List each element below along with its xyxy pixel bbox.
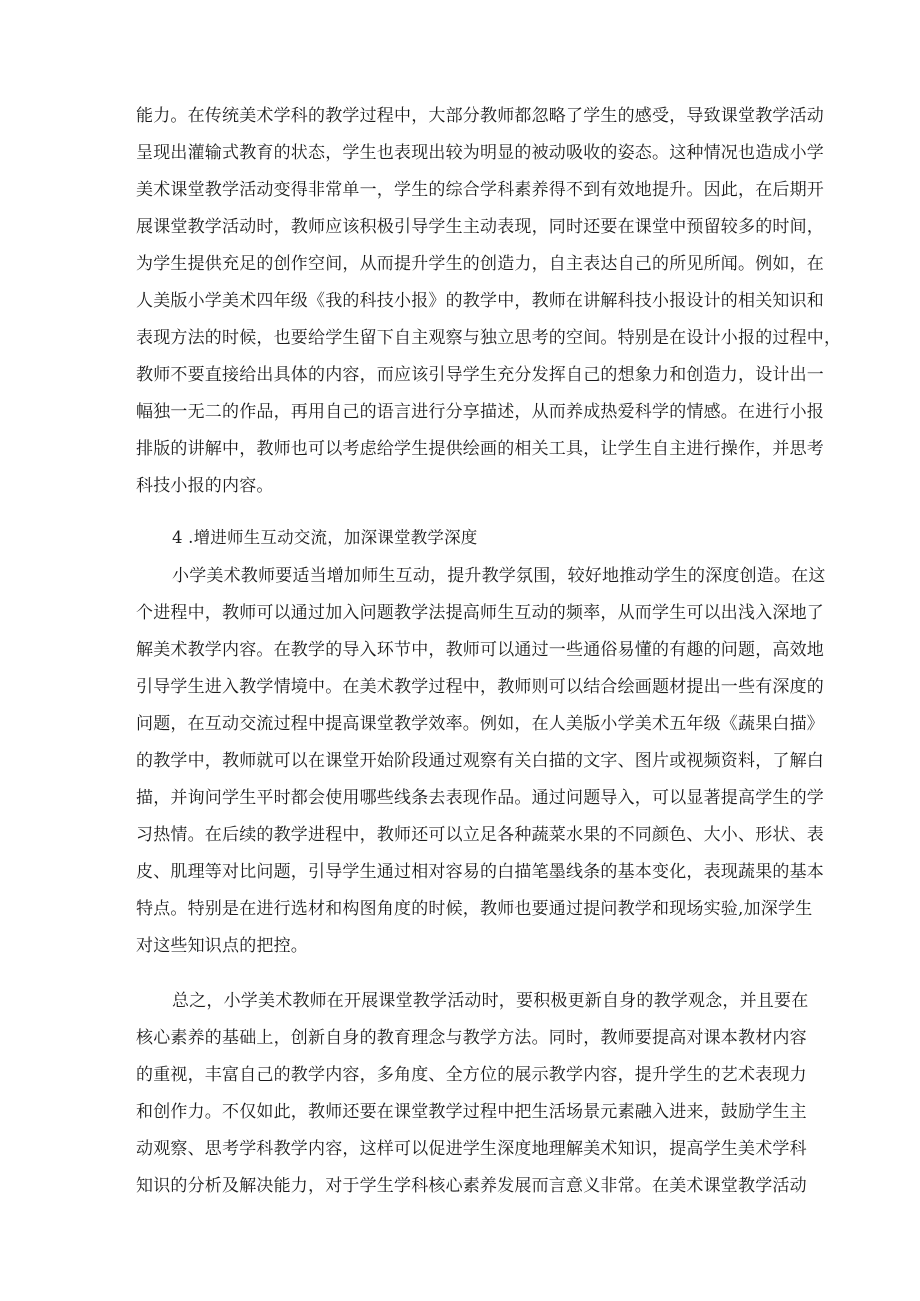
text-line: 问题，在互动交流过程中提高课堂教学效率。例如，在人美版小学美术五年级《蔬果白描》 [136,714,824,734]
text-line: 对这些知识点的把控。 [136,936,308,956]
text-line: 特点。特别是在进行选材和构图角度的时候，教师也要通过提问教学和现场实验,加深学生 [136,899,813,919]
text-line: 能力。在传统美术学科的教学过程中，大部分教师都忽略了学生的感受，导致课堂教学活动 [136,106,824,126]
text-line: 和创作力。不仅如此，教师还要在课堂教学过程中把生活场景元素融入进来，鼓励学生主 [136,1102,807,1122]
text-line: 为学生提供充足的创作空间，从而提升学生的创造力，自主表达自己的所见所闻。例如，在 [136,254,824,274]
text-line: 教师不要直接给出具体的内容，而应该引导学生充分发挥自己的想象力和创造力，设计出一 [136,365,824,385]
text-line: 皮、肌理等对比问题，引导学生通过相对容易的白描笔墨线条的基本变化，表现蔬果的基本 [136,862,824,882]
section-heading: 4 .增进师生互动交流，加深课堂教学深度 [172,528,478,547]
text-line: 幅独一无二的作品，再用自己的语言进行分享描述，从而养成热爱科学的情感。在进行小报 [136,402,824,422]
text-line: 解美术教学内容。在教学的导入环节中，教师可以通过一些通俗易懂的有趣的问题，高效地 [136,640,824,660]
text-line: 小学美术教师要适当增加师生互动，提升教学氛围，较好地推动学生的深度创造。在这 [172,566,826,586]
text-line: 习热情。在后续的教学进程中，教师还可以立足各种蔬菜水果的不同颜色、大小、形状、表 [136,825,824,845]
text-line: 的重视，丰富自己的教学内容，多角度、全方位的展示教学内容，提升学生的艺术表现力 [136,1065,807,1085]
text-line: 动观察、思考学科教学内容，这样可以促进学生深度地理解美术知识，提高学生美术学科 [136,1139,807,1159]
text-line: 总之，小学美术教师在开展课堂教学活动时，要积极更新自身的教学观念，并且要在 [172,991,809,1011]
text-line: 知识的分析及解决能力，对于学生学科核心素养发展而言意义非常。在美术课堂教学活动 [136,1176,807,1196]
text-line: 展课堂教学活动时，教师应该积极引导学生主动表现，同时还要在课堂中预留较多的时间， [136,217,824,237]
text-line: 科技小报的内容。 [136,476,274,496]
text-line: 呈现出灌输式教育的状态，学生也表现出较为明显的被动吸收的姿态。这种情况也造成小学 [136,143,824,163]
text-line: 描，并询问学生平时都会使用哪些线条去表现作品。通过问题导入，可以显著提高学生的学 [136,788,824,808]
text-line: 引导学生进入教学情境中。在美术教学过程中，教师则可以结合绘画题材提出一些有深度的 [136,677,824,697]
text-line: 个进程中，教师可以通过加入问题教学法提高师生互动的频率，从而学生可以出浅入深地了 [136,603,824,623]
text-line: 核心素养的基础上，创新自身的教育理念与教学方法。同时，教师要提高对课本教材内容 [136,1028,807,1048]
text-line: 的教学中，教师就可以在课堂开始阶段通过观察有关白描的文字、图片或视频资料，了解白 [136,751,824,771]
text-line: 排版的讲解中，教师也可以考虑给学生提供绘画的相关工具，让学生自主进行操作，并思考 [136,439,824,459]
text-line: 人美版小学美术四年级《我的科技小报》的教学中，教师在讲解科技小报设计的相关知识和 [136,291,824,311]
text-line: 美术课堂教学活动变得非常单一，学生的综合学科素养得不到有效地提升。因此，在后期开 [136,180,824,200]
text-line: 表现方法的时候，也要给学生留下自主观察与独立思考的空间。特别是在设计小报的过程中， [136,328,842,348]
